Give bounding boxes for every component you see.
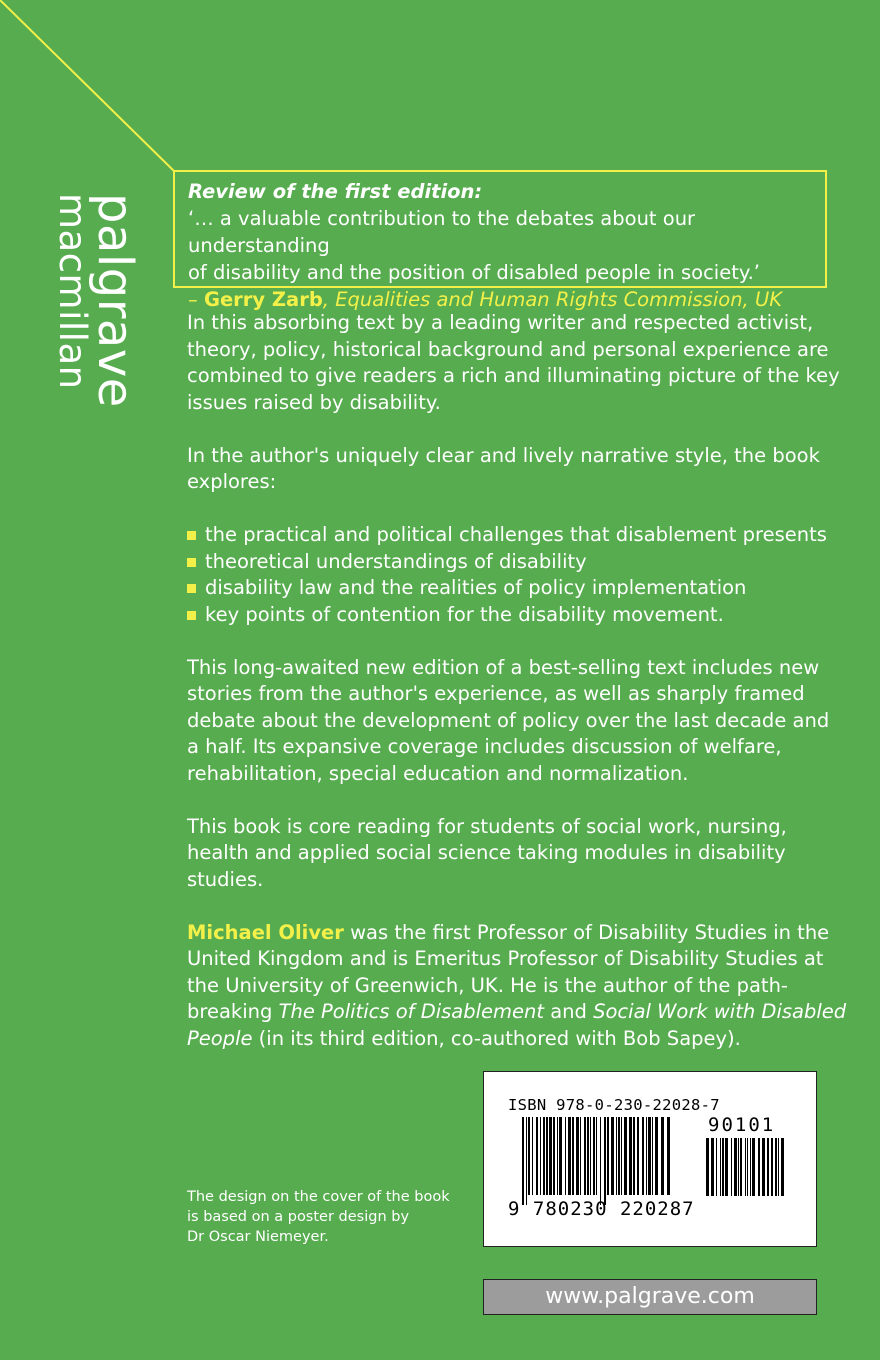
list-item: key points of contention for the disability movement. (187, 602, 847, 629)
intro-paragraph: In this absorbing text by a leading writer and respected activist, theory, policy, historical background and personal experience are combined to give readers a rich and illuminating picture of the key issues raised by disability. (187, 311, 840, 414)
list-item: theoretical understandings of disability (187, 549, 847, 576)
review-heading: Review of the first edition (188, 180, 475, 203)
reviewer-affiliation: , Equalities and Human Rights Commission, UK (322, 288, 783, 311)
website-url[interactable]: www.palgrave.com (483, 1279, 817, 1315)
ean-digits: 9 780230 220287 (508, 1198, 695, 1220)
ean-barcode-bars (522, 1117, 672, 1205)
blurb (187, 310, 847, 1079)
author-name: Michael Oliver (187, 920, 344, 944)
list-item: disability law and the realities of policy implementation (187, 575, 847, 602)
review-quote-line-1: ‘… a valuable contribution to the debates about our understanding (188, 207, 696, 257)
isbn-barcode (483, 1071, 817, 1247)
reviewer-name: Gerry Zarb (203, 288, 323, 311)
audience-paragraph: This book is core reading for students of social work, nursing, health and applied social science taking modules in disability studies. (187, 814, 787, 891)
bullet-square-icon (187, 531, 196, 540)
review-quote-line-2: of disability and the position of disabled people in society.’ (188, 261, 761, 284)
review-attribution: – Gerry Zarb, Equalities and Human Rights Commission, UK (188, 288, 783, 311)
addon-barcode-bars (706, 1138, 786, 1206)
author-bio: Michael Oliver was the first Professor of Disability Studies in the United Kingdom and is Emeritus Professor of Disability Studies at the University of Greenwich, UK. He is the author of the path-breaking The Politics of Disablement and Social Work with Disabled People (in its third edition, co-authored with Bob Sapey). (187, 920, 847, 1050)
list-item: the practical and political challenges that disablement presents (187, 522, 847, 549)
price-code: 90101 (708, 1114, 776, 1136)
explores-lead: In the author's uniquely clear and lively narrative style, the book explores: (187, 443, 820, 493)
bullet-square-icon (187, 584, 196, 593)
edition-paragraph: This long-awaited new edition of a best-selling text includes new stories from the author's experience, as well as sharply framed debate about the development of policy over the last decade and a half. Its expansive coverage includes discussion of welfare, rehabilitation, special education and normalization. (187, 655, 830, 785)
cover-design-credit: The design on the cover of the book is based on a poster design by Dr Oscar Niemeyer. (187, 1189, 450, 1245)
bullet-square-icon (187, 611, 196, 620)
review-box (173, 170, 827, 311)
logo-word-palgrave: palgrave (87, 193, 143, 408)
book-title-2: Social Work with Disabled People (187, 1000, 847, 1050)
isbn-text: ISBN 978-0-230-22028-7 (508, 1096, 720, 1114)
review-heading-line: Review of the first edition: (188, 180, 483, 203)
bullet-square-icon (187, 558, 196, 567)
topics-list (187, 522, 847, 628)
publisher-logo (38, 193, 143, 423)
logo-word-macmillan: macmillan (51, 193, 94, 390)
book-title-1: The Politics of Disablement (278, 1000, 545, 1023)
